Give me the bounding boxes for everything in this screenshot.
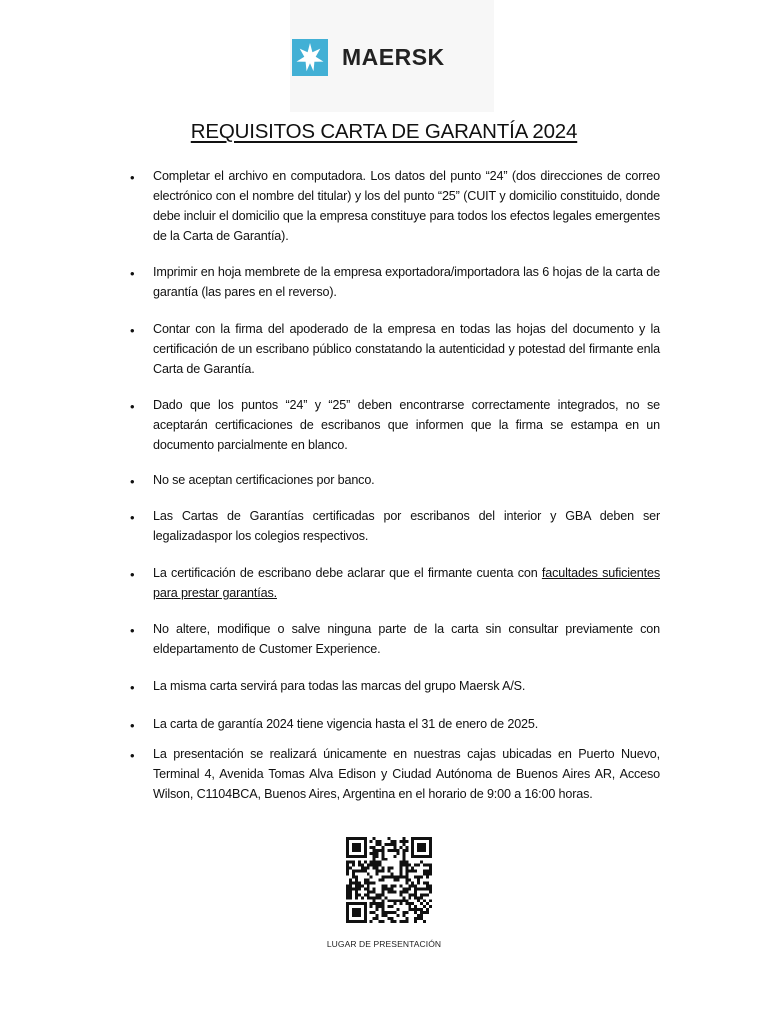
bullet: • bbox=[130, 399, 135, 414]
list-item bbox=[128, 470, 660, 490]
list-item bbox=[128, 676, 660, 696]
list-item-text: Imprimir en hoja membrete de la empresa exportadora/importadora las 6 hojas de la carta de garantía (las pares en el reverso). bbox=[153, 265, 660, 299]
list-item-text: Contar con la firma del apoderado de la empresa en todas las hojas del documento y la certificación de un escribano público constatando la autenticidad y potestad del firmante enla Carta de Garantía. bbox=[153, 322, 660, 376]
bullet: • bbox=[130, 718, 135, 733]
bullet: • bbox=[130, 170, 135, 185]
list-item bbox=[128, 319, 660, 379]
brand-name: MAERSK bbox=[342, 44, 445, 70]
list-item bbox=[128, 262, 660, 302]
list-item bbox=[128, 744, 660, 804]
list-item-text: No se aceptan certificaciones por banco. bbox=[153, 473, 375, 487]
list-item bbox=[128, 563, 660, 603]
bullet: • bbox=[130, 266, 135, 281]
qr-code-icon[interactable] bbox=[346, 837, 432, 923]
list-item-text bbox=[153, 563, 660, 603]
list-item bbox=[128, 506, 660, 546]
bullet: • bbox=[130, 748, 135, 763]
bullet: • bbox=[130, 567, 135, 582]
list-item-text: La misma carta servirá para todas las marcas del grupo Maersk A/S. bbox=[153, 679, 526, 693]
seven-point-star-icon bbox=[292, 39, 328, 76]
list-item-text: La carta de garantía 2024 tiene vigencia hasta el 31 de enero de 2025. bbox=[153, 717, 539, 731]
list-item-text: Las Cartas de Garantías certificadas por escribanos del interior y GBA deben ser legalizadaspor los colegios respectivos. bbox=[153, 509, 660, 543]
list-item bbox=[128, 619, 660, 659]
bullet: • bbox=[130, 323, 135, 338]
list-item-text-underlined: facultades suficientes para prestar garantías. bbox=[153, 566, 660, 600]
qr-caption: LUGAR DE PRESENTACIÓN bbox=[326, 939, 442, 949]
list-item bbox=[128, 166, 660, 246]
list-item-text-plain: La certificación de escribano debe aclarar que el firmante cuenta con bbox=[153, 566, 542, 580]
list-item bbox=[128, 395, 660, 455]
list-item-text: La presentación se realizará únicamente en nuestras cajas ubicadas en Puerto Nuevo, Terminal 4, Avenida Tomas Alva Edison y Ciudad Autónoma de Buenos Aires AR, Acceso Wilson, C1104BCA, Buenos Aires, Argentina en el horario de 9:00 a 16:00 horas. bbox=[153, 747, 660, 801]
list-item-text: Dado que los puntos “24” y “25” deben encontrarse correctamente integrados, no se aceptarán certificaciones de escribanos que informen que la firma se estampa en un documento parcialmente en blanco. bbox=[153, 398, 660, 452]
bullet: • bbox=[130, 680, 135, 695]
list-item-text: No altere, modifique o salve ninguna parte de la carta sin consultar previamente con eldepartamento de Customer Experience. bbox=[153, 622, 660, 656]
list-item-text: Completar el archivo en computadora. Los datos del punto “24” (dos direcciones de correo electrónico con el nombre del titular) y los del punto “25” (CUIT y domicilio constituido, donde debe incluir el domicilio que la empresa constituye para todos los efectos legales emergentes de la Carta de Garantía). bbox=[153, 169, 660, 243]
bullet: • bbox=[130, 510, 135, 525]
list-item bbox=[128, 714, 660, 734]
page-title: REQUISITOS CARTA DE GARANTÍA 2024 bbox=[190, 120, 578, 143]
bullet: • bbox=[130, 474, 135, 489]
bullet: • bbox=[130, 623, 135, 638]
